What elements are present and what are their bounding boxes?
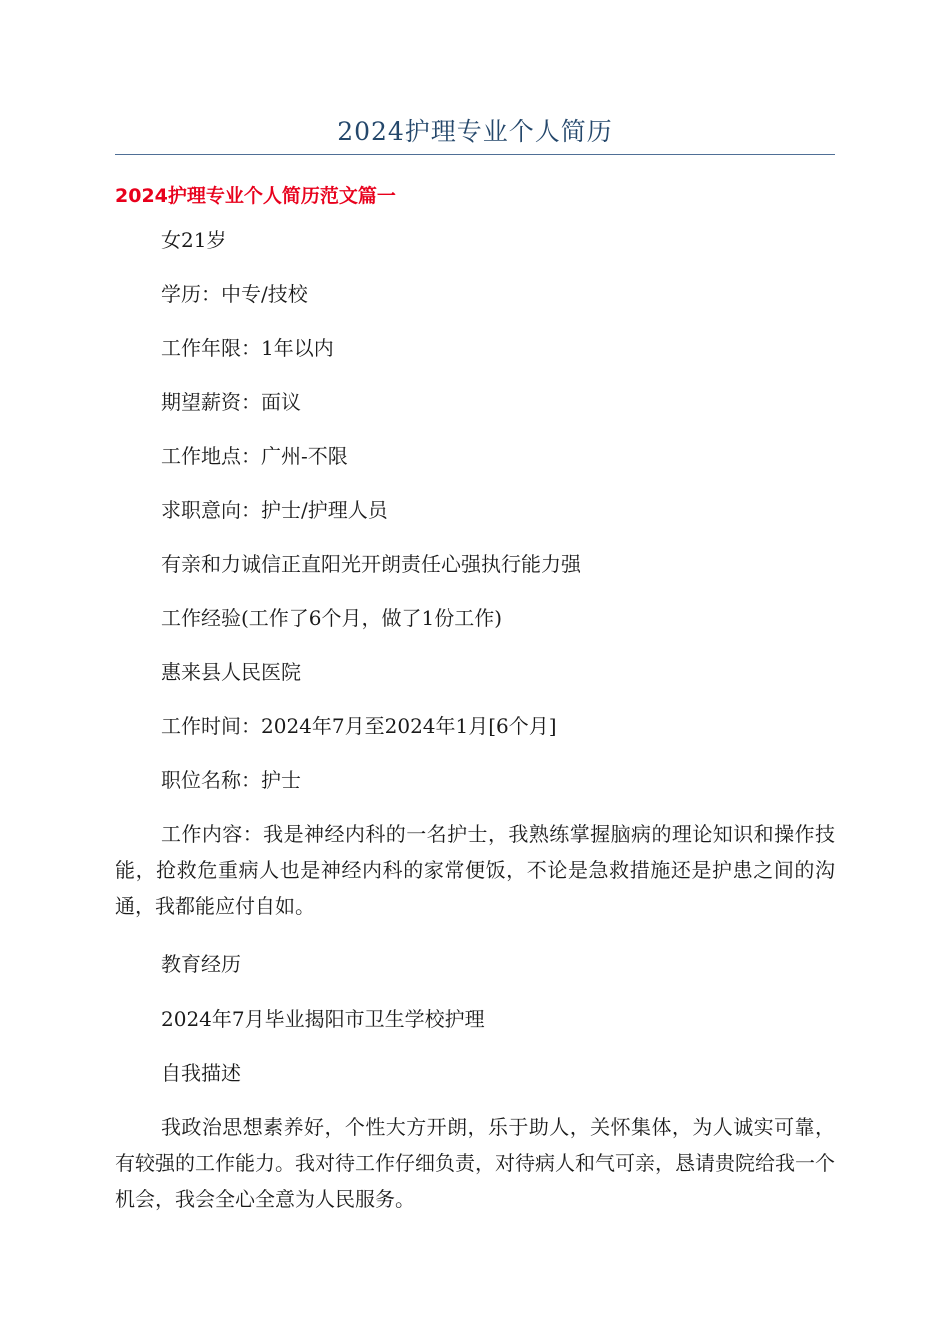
work-location-line: 工作地点：广州-不限 [161, 444, 348, 468]
work-period-line: 工作时间：2024年7月至2024年1月[6个月] [161, 714, 557, 738]
gender-age-line: 女21岁 [161, 228, 227, 252]
personal-traits-line: 有亲和力诚信正直阳光开朗责任心强执行能力强 [161, 552, 581, 576]
work-experience-summary-line: 工作经验(工作了6个月，做了1份工作) [161, 606, 503, 630]
self-description-heading: 自我描述 [161, 1061, 241, 1085]
position-title-line: 职位名称：护士 [161, 768, 301, 792]
job-description-paragraph: 工作内容：我是神经内科的一名护士，我熟练掌握脑病的理论知识和操作技能，抢救危重病人也是神经内科的家常便饭，不论是急救措施还是护患之间的沟通，我都能应付自如。 [115, 822, 835, 918]
self-description-paragraph: 我政治思想素养好，个性大方开朗，乐于助人，关怀集体，为人诚实可靠，有较强的工作能力。我对待工作仔细负责，对待病人和气可亲，恳请贵院给我一个机会，我会全心全意为人民服务。 [115, 1115, 835, 1211]
section-heading: 2024护理专业个人简历范文篇一 [115, 185, 396, 207]
title-divider [115, 154, 835, 155]
employer-line: 惠来县人民医院 [161, 660, 301, 684]
education-level-line: 学历：中专/技校 [161, 282, 308, 306]
job-intention-line: 求职意向：护士/护理人员 [161, 498, 388, 522]
page-title: 2024护理专业个人简历 [337, 117, 613, 146]
education-heading: 教育经历 [161, 952, 241, 976]
work-years-line: 工作年限：1年以内 [161, 336, 334, 360]
education-entry: 2024年7月毕业揭阳市卫生学校护理 [161, 1007, 485, 1031]
expected-salary-line: 期望薪资：面议 [161, 390, 301, 414]
